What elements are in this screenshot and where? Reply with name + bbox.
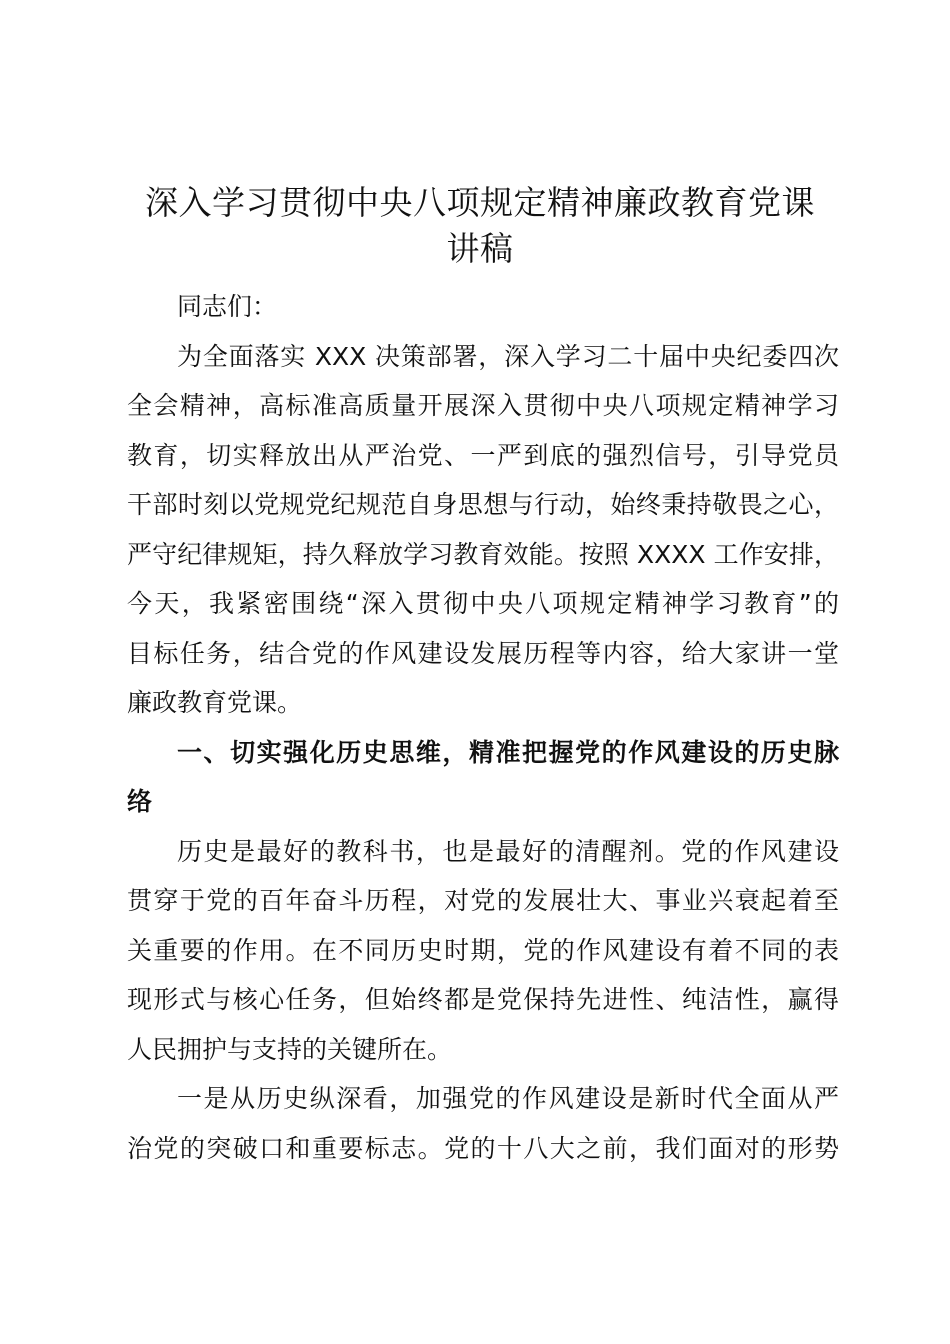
paragraph-intro bbox=[127, 332, 839, 728]
text-line: 严守纪律规矩，持久释放学习教育效能。按照 XXXX 工作安排， bbox=[127, 539, 839, 569]
document-body bbox=[127, 282, 839, 1173]
text-line: 关重要的作用。在不同历史时期，党的作风建设有着不同的表 bbox=[127, 935, 839, 965]
paragraph-point-1 bbox=[127, 1074, 839, 1173]
title-line-2: 讲稿 bbox=[446, 229, 514, 268]
title-line-1: 深入学习贯彻中央八项规定精神廉政教育党课 bbox=[145, 183, 815, 222]
salutation-text: 同志们： bbox=[177, 292, 278, 321]
heading-line: 一、切实强化历史思维，精准把握党的作风建设的历史脉 bbox=[177, 737, 839, 767]
text-line: 廉政教育党课。 bbox=[127, 688, 303, 717]
text-line: 历史是最好的教科书，也是最好的清醒剂。党的作风建设 bbox=[177, 836, 839, 866]
paragraph-history bbox=[127, 827, 839, 1075]
text-line: 为全面落实 XXX 决策部署，深入学习二十届中央纪委四次 bbox=[177, 341, 839, 371]
section-heading-1 bbox=[127, 728, 839, 827]
document-title bbox=[110, 180, 850, 272]
text-line: 干部时刻以党规党纪规范自身思想与行动，始终秉持敬畏之心， bbox=[127, 490, 839, 519]
heading-line: 络 bbox=[127, 787, 153, 816]
text-line: 教育，切实释放出从严治党、一严到底的强烈信号，引导党员 bbox=[127, 440, 839, 470]
text-line: 贯穿于党的百年奋斗历程，对党的发展壮大、事业兴衰起着至 bbox=[127, 886, 839, 915]
text-line: 现形式与核心任务，但始终都是党保持先进性、纯洁性，赢得 bbox=[127, 985, 839, 1014]
text-line: 人民拥护与支持的关键所在。 bbox=[127, 1034, 453, 1064]
text-line: 一是从历史纵深看，加强党的作风建设是新时代全面从严 bbox=[177, 1084, 839, 1113]
salutation bbox=[127, 282, 839, 332]
text-line: 今天，我紧密围绕“深入贯彻中央八项规定精神学习教育”的 bbox=[127, 589, 839, 618]
text-line: 全会精神，高标准高质量开展深入贯彻中央八项规定精神学习 bbox=[127, 391, 839, 420]
text-line: 目标任务，结合党的作风建设发展历程等内容，给大家讲一堂 bbox=[127, 638, 839, 668]
text-line: 治党的突破口和重要标志。党的十八大之前，我们面对的形势 bbox=[127, 1133, 839, 1163]
